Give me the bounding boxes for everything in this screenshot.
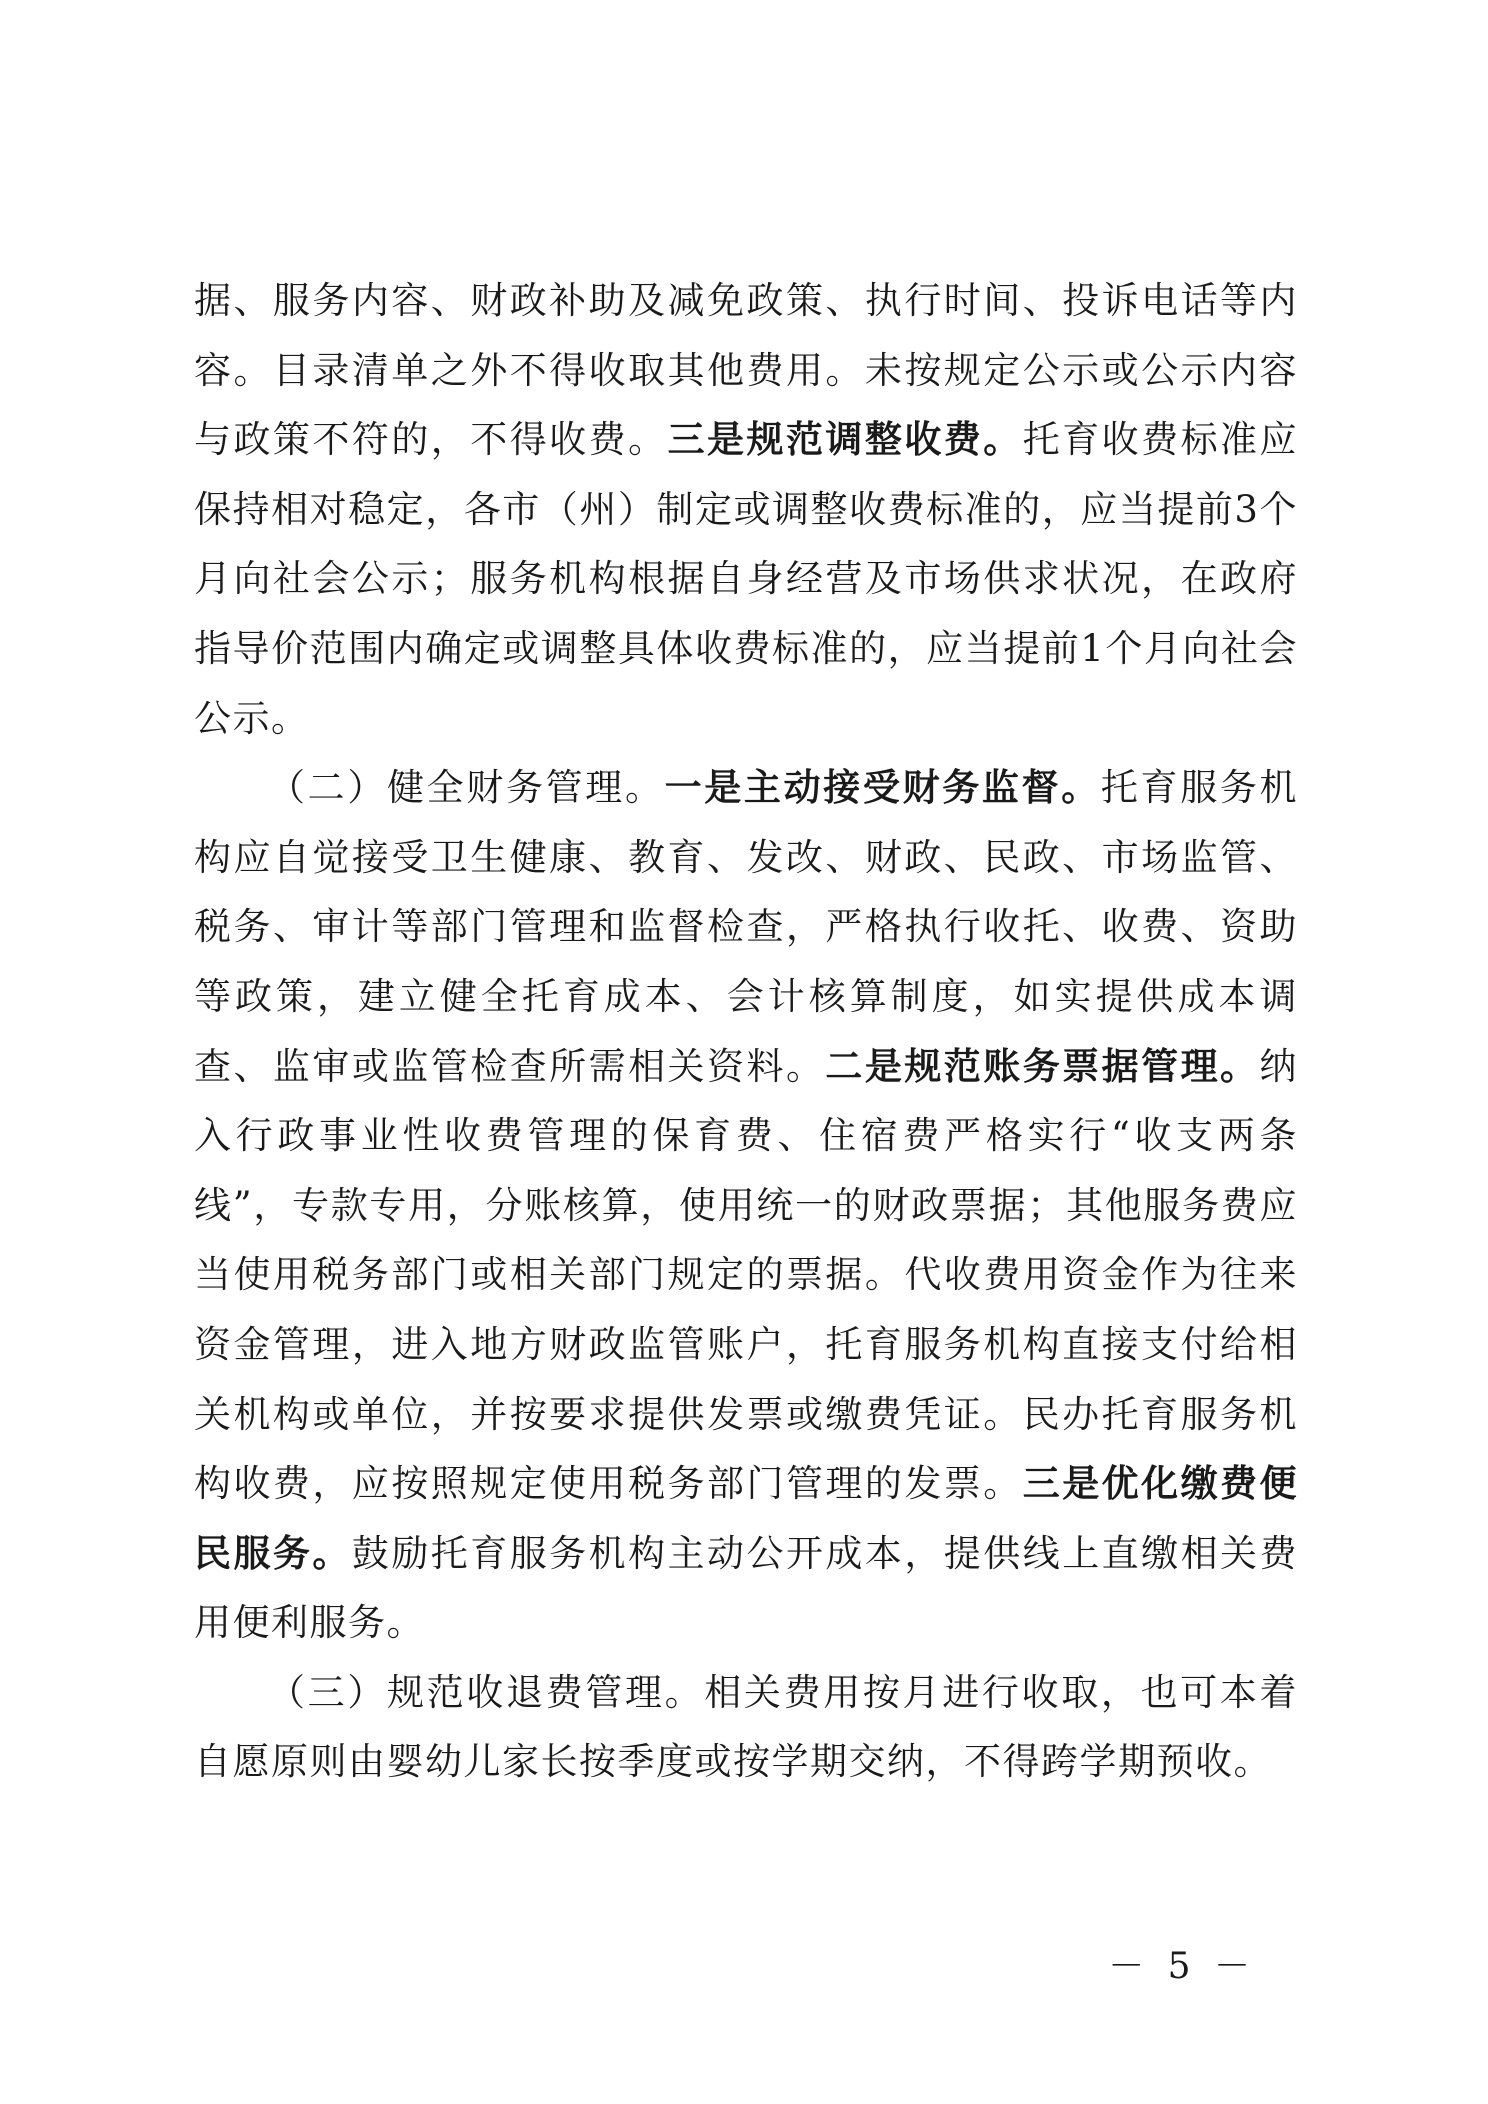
section-heading-financial-management: （二）健全财务管理。 bbox=[268, 766, 665, 810]
paragraph-fee-adjustment bbox=[194, 266, 1298, 753]
page-number: － 5 － bbox=[1108, 1946, 1256, 1987]
document-body bbox=[194, 266, 1298, 1797]
paragraph-financial-management bbox=[194, 753, 1298, 1658]
bold-heading-regulate-accounts-receipts: 二是规范账务票据管理。 bbox=[825, 1043, 1260, 1088]
paragraph-fee-refund-management bbox=[194, 1658, 1298, 1797]
text-run: 鼓励托育服务机构主动公开成本，提供线上直缴相关费用便利服务。 bbox=[194, 1531, 1299, 1645]
text-run: 托育收费标准应保持相对稳定，各市（州）制定或调整收费标准的，应当提前3个月向社会公示；服务机构根据自身经营及市场供求状况，在政府指导价范围内确定或调整具体收费标准的，应当提前1个月向社会公示。 bbox=[194, 418, 1299, 740]
text-run: 纳入行政事业性收费管理的保育费、住宿费严格实行“收支两条线”，专款专用，分账核算，使用统一的财政票据；其他服务费应当使用税务部门或相关部门规定的票据。代收费用资金作为往来资金管理，进入地方财政监管账户，托育服务机构直接支付给相关机构或单位，并按要求提供发票或缴费凭证。民办托育服务机构收费，应按照规定使用税务部门管理的发票。 bbox=[194, 1044, 1298, 1506]
text-run: 据、服务内容、财政补助及减免政策、执行时间、投诉电话等内容。目录清单之外不得收取其他费用。未按规定公示或公示内容与政策不符的，不得收费。 bbox=[194, 279, 1298, 462]
bold-heading-optimize-payment-service: 三是优化缴费便民服务。 bbox=[194, 1461, 1299, 1575]
bold-heading-regulate-fee-adjustment: 三是规范调整收费。 bbox=[667, 417, 1023, 462]
bold-heading-accept-financial-supervision: 一是主动接受财务监督。 bbox=[664, 765, 1101, 810]
text-run: 托育服务机构应自觉接受卫生健康、教育、发改、财政、民政、市场监管、税务、审计等部门管理和监督检查，严格执行收托、收费、资助等政策，建立健全托育成本、会计核算制度，如实提供成本调查、监审或监管检查所需相关资料。 bbox=[194, 766, 1299, 1088]
text-run: （三）规范收退费管理。相关费用按月进行收取，也可本着自愿原则由婴幼儿家长按季度或按学期交纳，不得跨学期预收。 bbox=[194, 1670, 1298, 1784]
